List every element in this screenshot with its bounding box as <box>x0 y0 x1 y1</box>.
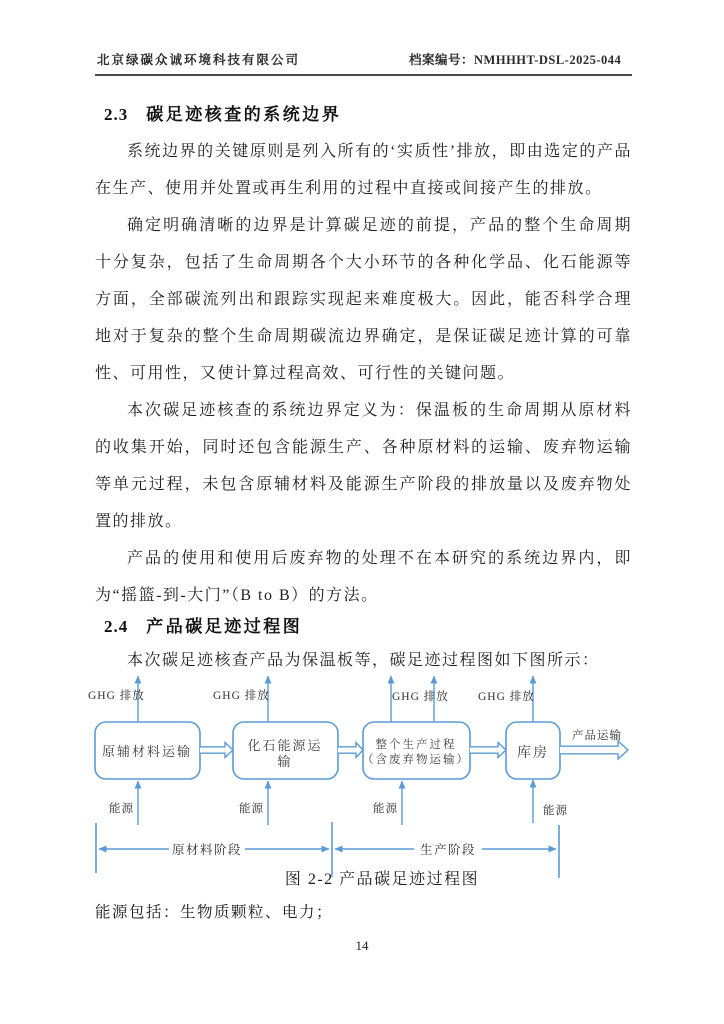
ghg-label-1: GHG 排放 <box>88 690 145 702</box>
energy-label-1: 能源 <box>109 803 134 815</box>
section-2-4-heading <box>104 612 302 637</box>
paragraph: 产品的使用和使用后废弃物的处理不在本研究的系统边界内，即为“摇篮-到-大门”（B to B）的方法。 <box>95 550 632 604</box>
file-number-label: 档案编号： <box>409 53 475 67</box>
box-3-label-line2: （含废弃物运输） <box>362 754 470 766</box>
paragraph: 本次碳足迹核查产品为保温板等，碳足迹过程图如下图所示： <box>127 652 600 669</box>
section-2-3-body <box>95 133 632 614</box>
stage-label-production: 生产阶段 <box>419 843 477 857</box>
paragraph: 确定明确清晰的边界是计算碳足迹的前提，产品的整个生命周期十分复杂，包括了生命周期各个大小环节的各种化学品、化石能源等方面，全部碳流列出和跟踪实现起来难度极大。因此，能否科学合理地对于复杂的整个生命周期碳流边界确定，是保证碳足迹计算的可靠性、可用性，又使计算过程高效、可行性的关键问题。 <box>95 217 632 382</box>
connector-3-4 <box>470 743 506 758</box>
connector-output <box>560 741 628 759</box>
section-2-3-title: 碳足迹核查的系统边界 <box>146 105 342 124</box>
figure-caption: 图 2-2 产品碳足迹过程图 <box>284 871 480 888</box>
box-1-label: 原辅材料运输 <box>101 744 193 759</box>
header-rule <box>95 74 632 76</box>
section-2-4-title: 产品碳足迹过程图 <box>146 617 303 636</box>
energy-label-3: 能源 <box>373 803 398 815</box>
header-company-name: 北京绿碳众诚环境科技有限公司 <box>97 53 301 67</box>
section-2-4-number: 2.4 <box>104 617 129 636</box>
connector-2-3 <box>338 743 363 758</box>
ghg-label-4: GHG 排放 <box>478 691 535 703</box>
paragraph: 本次碳足迹核查的系统边界定义为：保温板的生命周期从原材料的收集开始，同时还包含能源生产、各种原材料的运输、废弃物运输等单元过程，未包含原辅材料及能源生产阶段的排放量以及废弃物处置的排放。 <box>95 402 632 530</box>
paragraph: 系统边界的关键原则是列入所有的‘实质性’排放，即由选定的产品在生产、使用并处置或再生利用的过程中直接或间接产生的排放。 <box>95 143 632 197</box>
section-2-3-heading <box>104 100 341 125</box>
energy-label-2: 能源 <box>239 803 264 815</box>
box-2-label-line2: 输 <box>277 754 293 769</box>
carbon-footprint-process-diagram <box>85 668 645 880</box>
energy-arrows <box>138 780 533 825</box>
file-number-value: NMHHHT-DSL-2025-044 <box>474 53 622 67</box>
connector-1-2 <box>200 743 233 758</box>
page-number: 14 <box>355 938 369 953</box>
header-file-number <box>409 50 621 68</box>
energy-label-4: 能源 <box>543 805 568 817</box>
energy-footnote: 能源包括：生物质颗粒、电力； <box>95 904 334 921</box>
box-2-label-line1: 化石能源运 <box>247 738 323 753</box>
output-label: 产品运输 <box>572 730 622 742</box>
ghg-label-3: GHG 排放 <box>392 691 449 703</box>
stage-label-raw-material: 原材料阶段 <box>171 843 243 857</box>
section-2-3-number: 2.3 <box>104 105 129 124</box>
box-3-label-line1: 整个生产过程 <box>375 739 457 751</box>
ghg-arrows <box>138 676 533 722</box>
ghg-label-2: GHG 排放 <box>213 690 270 702</box>
box-4-label: 库房 <box>517 746 549 761</box>
